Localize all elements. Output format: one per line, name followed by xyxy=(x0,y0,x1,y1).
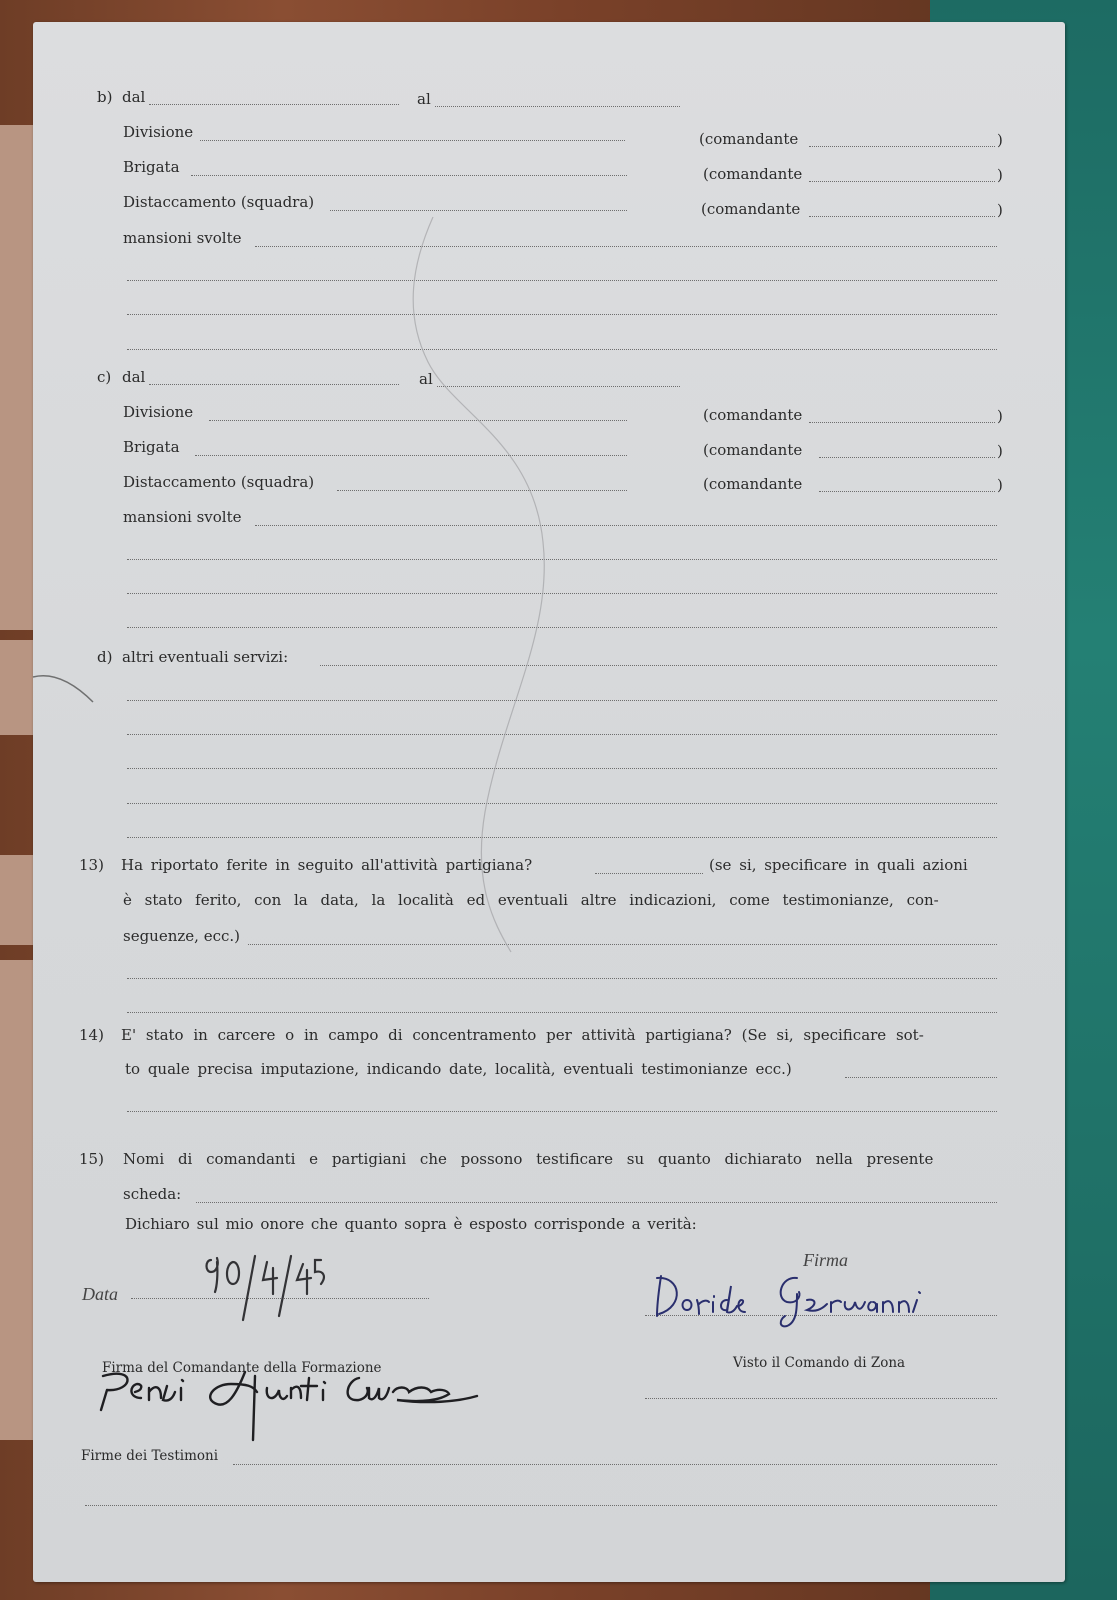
comandante-formazione-label: Firma del Comandante della Formazione xyxy=(102,1360,382,1376)
section-c-divisione-field[interactable] xyxy=(209,420,627,421)
q13-details-field[interactable] xyxy=(248,944,997,945)
close-paren: ) xyxy=(997,476,1003,494)
section-c-mansioni-label: mansioni svolte xyxy=(123,508,242,526)
visto-comando-field[interactable] xyxy=(645,1398,997,1399)
q13-line1-b: (se si, specificare in quali azioni xyxy=(709,856,968,874)
section-c-mansioni-line[interactable] xyxy=(127,627,997,628)
section-b-divisione-label: Divisione xyxy=(123,123,194,141)
section-b-dal-label: dal xyxy=(122,88,146,106)
section-c-brigata-comandante-label: (comandante xyxy=(703,441,803,459)
section-d-field[interactable] xyxy=(320,665,997,666)
section-d-label: altri eventuali servizi: xyxy=(122,648,289,666)
close-paren: ) xyxy=(997,407,1003,425)
q13-details-line[interactable] xyxy=(127,1012,997,1013)
form-page xyxy=(33,22,1065,1582)
q15-answer-field[interactable] xyxy=(196,1202,997,1203)
firma-label: Firma xyxy=(803,1250,848,1270)
section-b-brigata-field[interactable] xyxy=(191,175,627,176)
section-c-dal-field[interactable] xyxy=(149,384,399,385)
section-c-mansioni-line[interactable] xyxy=(127,593,997,594)
section-b-al-field[interactable] xyxy=(435,106,680,107)
q13-details-line[interactable] xyxy=(127,978,997,979)
section-b-distaccamento-comandante-field[interactable] xyxy=(809,216,995,217)
section-d-marker: d) xyxy=(97,648,113,666)
section-d-line[interactable] xyxy=(127,803,997,804)
section-c-distaccamento-label: Distaccamento (squadra) xyxy=(123,473,315,491)
close-paren: ) xyxy=(997,166,1003,184)
section-c-brigata-label: Brigata xyxy=(123,438,180,456)
q13-line2: è stato ferito, con la data, la località ed eventuali altre indicazioni, come testimonianze, con- xyxy=(123,891,939,909)
section-b-mansioni-label: mansioni svolte xyxy=(123,229,242,247)
section-b-divisione-field[interactable] xyxy=(200,140,625,141)
section-b-mansioni-line[interactable] xyxy=(127,314,997,315)
section-d-line[interactable] xyxy=(127,700,997,701)
visto-comando-label: Visto il Comando di Zona xyxy=(733,1355,906,1371)
date-handwriting xyxy=(203,1250,343,1330)
pencil-mark xyxy=(33,22,1065,1582)
section-b-distaccamento-comandante-label: (comandante xyxy=(701,200,801,218)
section-c-distaccamento-comandante-field[interactable] xyxy=(819,491,995,492)
section-b-divisione-comandante-field[interactable] xyxy=(809,146,995,147)
section-c-distaccamento-field[interactable] xyxy=(337,490,627,491)
section-c-al-label: al xyxy=(419,370,433,388)
section-b-brigata-label: Brigata xyxy=(123,158,180,176)
section-b-mansioni-line[interactable] xyxy=(127,349,997,350)
section-c-al-field[interactable] xyxy=(437,386,680,387)
section-c-distaccamento-comandante-label: (comandante xyxy=(703,475,803,493)
section-c-divisione-comandante-label: (comandante xyxy=(703,406,803,424)
q15-number: 15) xyxy=(79,1150,104,1168)
section-b-divisione-comandante-label: (comandante xyxy=(699,130,799,148)
close-paren: ) xyxy=(997,131,1003,149)
section-b-mansioni-line[interactable] xyxy=(127,280,997,281)
q13-number: 13) xyxy=(79,856,104,874)
comandante-signature xyxy=(97,1362,597,1452)
section-b-marker: b) xyxy=(97,88,113,106)
q13-answer-field[interactable] xyxy=(595,873,703,874)
q14-line2: to quale precisa imputazione, indicando date, località, eventuali testimonianze ecc.) xyxy=(125,1060,792,1078)
firma-signature xyxy=(651,1270,951,1330)
section-c-divisione-comandante-field[interactable] xyxy=(809,422,995,423)
q15-line1: Nomi di comandanti e partigiani che possono testificare su quanto dichiarato nella presente xyxy=(123,1150,934,1168)
q15-line2: scheda: xyxy=(123,1185,182,1203)
section-c-dal-label: dal xyxy=(122,368,146,386)
section-b-brigata-comandante-field[interactable] xyxy=(809,181,995,182)
q13-line1-a: Ha riportato ferite in seguito all'attività partigiana? xyxy=(121,856,533,874)
section-b-distaccamento-field[interactable] xyxy=(330,210,627,211)
section-c-divisione-label: Divisione xyxy=(123,403,194,421)
section-c-brigata-comandante-field[interactable] xyxy=(819,457,995,458)
q14-number: 14) xyxy=(79,1026,104,1044)
section-b-mansioni-field[interactable] xyxy=(255,246,997,247)
q14-answer-field[interactable] xyxy=(845,1077,997,1078)
section-c-marker: c) xyxy=(97,368,112,386)
declaration-text: Dichiaro sul mio onore che quanto sopra è esposto corrisponde a verità: xyxy=(125,1215,697,1233)
section-b-distaccamento-label: Distaccamento (squadra) xyxy=(123,193,315,211)
section-c-mansioni-field[interactable] xyxy=(255,525,997,526)
section-b-al-label: al xyxy=(417,90,431,108)
section-d-line[interactable] xyxy=(127,837,997,838)
section-c-brigata-field[interactable] xyxy=(195,455,627,456)
data-label: Data xyxy=(82,1284,118,1304)
testimoni-line[interactable] xyxy=(85,1505,997,1506)
testimoni-label: Firme dei Testimoni xyxy=(81,1448,219,1464)
section-b-brigata-comandante-label: (comandante xyxy=(703,165,803,183)
section-d-line[interactable] xyxy=(127,768,997,769)
section-b-dal-field[interactable] xyxy=(149,104,399,105)
q14-answer-line[interactable] xyxy=(127,1111,997,1112)
q14-line1: E' stato in carcere o in campo di concentramento per attività partigiana? (Se si, specificare sot- xyxy=(121,1026,924,1044)
close-paren: ) xyxy=(997,442,1003,460)
section-c-mansioni-line[interactable] xyxy=(127,559,997,560)
testimoni-field[interactable] xyxy=(233,1464,997,1465)
q13-line3: seguenze, ecc.) xyxy=(123,927,240,945)
section-d-line[interactable] xyxy=(127,734,997,735)
close-paren: ) xyxy=(997,201,1003,219)
